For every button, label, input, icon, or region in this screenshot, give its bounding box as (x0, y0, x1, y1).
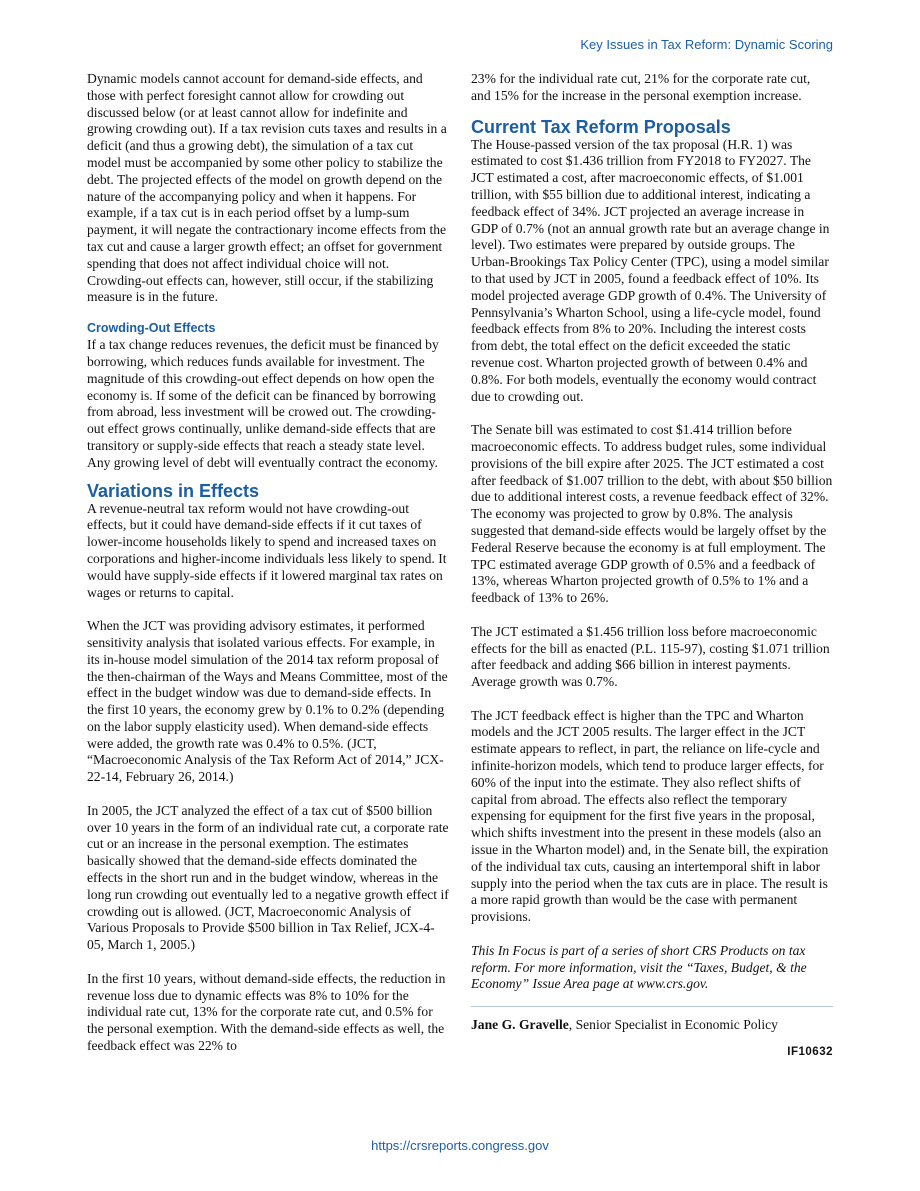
paragraph: If a tax change reduces revenues, the deficit must be financed by borrowing, which reduces funds available for investment. The magnitude of this crowding-out effect depends on how open the economy is. If some of the deficit can be financed by borrowing from abroad, less investment will be crowed out. The crowding-out effect grows continually, unlike demand-side effects that are transitory or supply-side effects that reach a steady state level. Any growing level of debt will eventually contract the economy. (87, 337, 439, 470)
series-note: This In Focus is part of a series of short CRS Products on tax reform. For more information, visit the “Taxes, Budget, & the Economy” Issue Area page at www.crs.gov. (471, 942, 807, 992)
footer-url[interactable]: https://crsreports.congress.gov (371, 1138, 549, 1153)
paragraph: 23% for the individual rate cut, 21% for the corporate rate cut, and 15% for the increase in the personal exemption increase. (471, 71, 811, 103)
left-column (87, 71, 449, 1055)
product-code: IF10632 (787, 1046, 833, 1059)
paragraph: Dynamic models cannot account for demand-side effects, and those with perfect foresight cannot allow for crowding out discussed below (or at least cannot allow for indefinite and growing crowding out). If a tax revision cuts taxes and results in a deficit (and thus a growing debt), the simulation of a tax cut model must be accompanied by some other policy to stabilize the debt. The projected effects of the model on growth depend on the nature of the accompanying policy and when it happens. For example, if a tax cut is in each period offset by a lump-sum payment, it will negate the contractionary income effects from the tax cut and cause a larger growth effect; an offset for government spending that does not affect individual choice will not. Crowding-out effects can, however, still occur, if the stabilizing measure is in the future. (87, 71, 447, 305)
paragraph: The JCT estimated a $1.456 trillion loss before macroeconomic effects for the bill as enacted (P.L. 115-97), costing $1.071 trillion after feedback and adding $66 billion in interest payments. Average growth was 0.7%. (471, 623, 830, 690)
paragraph: A revenue-neutral tax reform would not have crowding-out effects, but it could have demand-side effects if it cut taxes of lower-income households likely to spend and increased taxes on corporations and higher-income individuals less likely to spend. It would have supply-side effects if it lowered marginal tax rates on wages or returns to capital. (87, 500, 447, 600)
divider (471, 1006, 833, 1007)
author-line (471, 1017, 833, 1034)
section-heading-crowding-out: Crowding-Out Effects (87, 321, 216, 336)
section-heading-current-proposals: Current Tax Reform Proposals (471, 116, 731, 137)
paragraph: When the JCT was providing advisory estimates, it performed sensitivity analysis that isolated various effects. For example, in its in-house model simulation of the 2014 tax reform proposal of the then-chairman of the Ways and Means Committee, most of the effect in the budget window was due to demand-side effects. In the first 10 years, the economy grew by 0.1% to 0.2% (depending on the labor supply elasticity used). When demand-side effects were added, the growth rate was 0.4% to 0.5%. (JCT, “Macroeconomic Analysis of the Tax Reform Act of 2014,” JCX-22-14, February 26, 2014.) (87, 618, 448, 785)
paragraph: The House-passed version of the tax proposal (H.R. 1) was estimated to cost $1.436 trillion from FY2018 to FY2027. The JCT estimated a cost, after macroeconomic effects, of $1.001 trillion, with $55 billion due to additional interest, indicating a feedback effect of 34%. JCT projected an average increase in GDP of 0.7% (not an annual growth rate but an average change in level). Two estimates were prepared by outside groups. The Urban-Brookings Tax Policy Center (TPC), using a model similar to that used by JCT in 2005, found a feedback effect of 10%. Its model projected average GDP growth of 0.4%. The University of Pennsylvania’s Wharton School, using a life-cycle model, found feedback effects from 8% to 20%. Including the interest costs from debt, the total effect on the deficit exceeded the static revenue cost. Wharton projected growth of between 0.4% and 0.8%. For both models, eventually the economy would contract due to crowding out. (471, 136, 830, 404)
author-title: , Senior Specialist in Economic Policy (568, 1017, 778, 1033)
running-header: Key Issues in Tax Reform: Dynamic Scoring (580, 37, 833, 52)
paragraph: In the first 10 years, without demand-side effects, the reduction in revenue loss due to dynamic effects was 8% to 10% for the individual rate cut, 13% for the corporate rate cut, and 0.5% for the personal exemption. With the demand-side effects as well, the feedback effect was 22% to (87, 970, 446, 1054)
author-name: Jane G. Gravelle (471, 1017, 569, 1033)
paragraph: The JCT feedback effect is higher than the TPC and Wharton models and the JCT 2005 results. The larger effect in the JCT estimate appears to reflect, in part, the reliance on life-cycle and infinite-horizon models, which tend to produce larger effects, for 60% of the input into the estimate. They also reflect shifts of capital from abroad. The effects also reflect the temporary expensing for equipment for the first five years in the proposal, which shifts investment into the present in these models (also an issue in the Wharton model) and, in the Senate bill, the expiration of the individual tax cuts, causing an intertemporal shift in labor supply into the period when the tax cuts are in place. The result is a more rapid growth than would be the case with permanent provisions. (471, 707, 829, 925)
paragraph: The Senate bill was estimated to cost $1.414 trillion before macroeconomic effects. To address budget rules, some individual provisions of the bill expire after 2025. The JCT estimated a cost after feedback of $1.007 trillion to the debt, with about $50 billion due to additional interest costs, a revenue feedback effect of 32%. The economy was projected to grow by 0.8%. The analysis suggested that demand-side effects would be largely offset by the Federal Reserve because the economy is at full employment. The TPC estimated average GDP growth of 0.5% and a feedback of 13%, whereas Wharton projected growth of 0.5% to 1% and a feedback of 13% to 26%. (471, 422, 833, 606)
paragraph: In 2005, the JCT analyzed the effect of a tax cut of $500 billion over 10 years in the form of an individual rate cut, a corporate rate cut or an increase in the personal exemption. The estimates basically showed that the demand-side effects dominated the effects in the short run and in the budget window, whereas in the long run crowding out eventually led to a negative growth effect if crowding out is allowed. (JCT, Macroeconomic Analysis of Various Proposals to Provide $500 billion in Tax Relief, JCX-4-05, March 1, 2005.) (87, 802, 449, 953)
section-heading-variations: Variations in Effects (87, 480, 260, 501)
right-column (471, 71, 833, 1058)
